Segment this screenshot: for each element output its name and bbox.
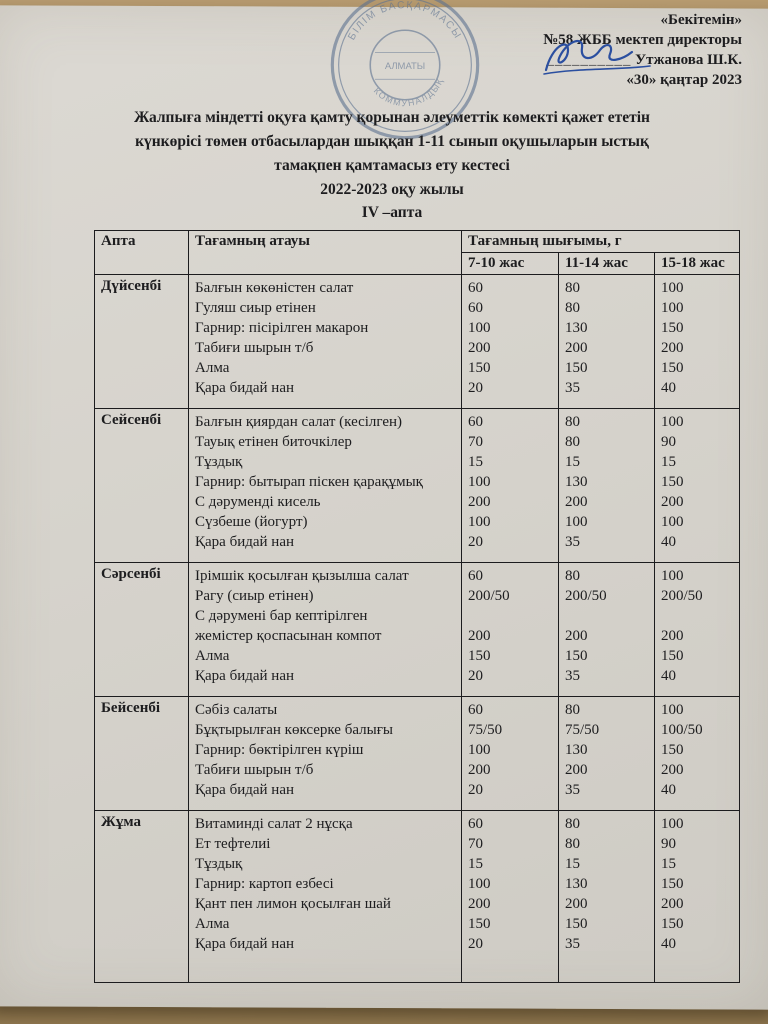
portion-value: 75/50 [565, 722, 600, 738]
portion-value [468, 606, 552, 626]
dish-name: С дәрумені бар кептірілген [195, 608, 368, 624]
portion-value: 150 [565, 360, 588, 376]
portion-value: 200/50 [468, 588, 510, 604]
day-name: Бейсенбі [95, 697, 189, 811]
portion-value: 60 [468, 568, 483, 584]
portion-value: 100 [468, 742, 491, 758]
portion-value: 35 [565, 936, 580, 952]
dish-name: Гарнир: бытырап піскен қарақұмық [195, 474, 423, 490]
dish-name: Балғын көкөністен салат [195, 280, 354, 296]
portion-value: 20 [468, 534, 483, 550]
portion-value: 60 [468, 816, 483, 832]
header-output: Тағамның шығымы, г [462, 231, 740, 253]
day-name: Жұма [95, 811, 189, 983]
portion-value: 200 [661, 762, 684, 778]
header-age-11-14: 11-14 жас [559, 253, 655, 275]
portion-value: 150 [661, 648, 684, 664]
portion-values [462, 563, 559, 697]
portion-value: 200 [468, 896, 491, 912]
table-header [95, 231, 740, 275]
dish-name: Тұздық [195, 856, 243, 872]
portion-value: 200 [468, 628, 491, 644]
portion-value: 60 [468, 702, 483, 718]
dish-name: Сәбіз салаты [195, 702, 278, 718]
table-row [95, 563, 740, 697]
portion-value: 40 [661, 534, 676, 550]
portion-value: 100 [565, 514, 588, 530]
meal-schedule-table [94, 230, 740, 983]
dish-name: Табиғи шырын т/б [195, 340, 314, 356]
portion-value: 100 [468, 474, 491, 490]
portion-value: 60 [468, 280, 483, 296]
portion-value: 200/50 [565, 588, 607, 604]
portion-value: 100 [661, 568, 684, 584]
dish-name: Алма [195, 360, 230, 376]
portion-value: 90 [661, 434, 676, 450]
portion-value: 150 [661, 916, 684, 932]
portion-values [655, 697, 740, 811]
portion-value: 80 [565, 816, 580, 832]
portion-value: 200 [468, 340, 491, 356]
portion-values [462, 409, 559, 563]
portion-value: 20 [468, 782, 483, 798]
portion-values [462, 275, 559, 409]
portion-value: 100 [661, 414, 684, 430]
portion-value: 100 [661, 816, 684, 832]
portion-value: 15 [468, 856, 483, 872]
portion-value: 75/50 [468, 722, 503, 738]
portion-value: 35 [565, 668, 580, 684]
portion-value: 200 [468, 762, 491, 778]
portion-value: 130 [565, 742, 588, 758]
portion-value: 35 [565, 782, 580, 798]
portion-value: 80 [565, 434, 580, 450]
portion-value: 100 [468, 320, 491, 336]
header-age-7-10: 7-10 жас [462, 253, 559, 275]
portion-value: 150 [661, 474, 684, 490]
portion-value: 150 [565, 648, 588, 664]
dish-name: жемістер қоспасынан компот [195, 628, 382, 644]
table-row [95, 697, 740, 811]
dish-list [189, 275, 462, 409]
approval-label: «Бекітемін» [660, 12, 742, 28]
dish-name: Қара бидай нан [195, 936, 295, 952]
dish-name: Гарнир: пісірілген макарон [195, 320, 369, 336]
portion-value: 80 [565, 836, 580, 852]
portion-values [559, 697, 655, 811]
title-line-1: Жалпыға міндетті оқуға қамту қорынан әлеуметтік көмекті қажет ететін [134, 109, 650, 126]
portion-value: 200 [661, 340, 684, 356]
dish-name: Гуляш сиыр етінен [195, 300, 316, 316]
dish-name: Витаминді салат 2 нұсқа [195, 816, 353, 832]
portion-value: 150 [468, 360, 491, 376]
portion-value: 60 [468, 300, 483, 316]
signature-blank: __________ [546, 52, 632, 68]
portion-values [559, 563, 655, 697]
portion-value: 150 [661, 876, 684, 892]
portion-value: 100 [661, 280, 684, 296]
dish-name: Рагу (сиыр етінен) [195, 588, 314, 604]
dish-name: Қант пен лимон қосылған шай [195, 896, 391, 912]
portion-value: 200 [565, 762, 588, 778]
table-row [95, 409, 740, 563]
day-name: Сейсенбі [95, 409, 189, 563]
title-line-3: тамақпен қамтамасыз ету кестесі [274, 157, 510, 174]
portion-value: 40 [661, 380, 676, 396]
dish-name: Қара бидай нан [195, 668, 295, 684]
title-line-2: күнкөрісі төмен отбасылардан шыққан 1-11 сынып оқушыларын ыстық [135, 133, 649, 150]
portion-value: 35 [565, 534, 580, 550]
portion-value: 130 [565, 320, 588, 336]
dish-name: Қара бидай нан [195, 380, 295, 396]
dish-name: Алма [195, 916, 230, 932]
handwritten-signature-icon [538, 34, 658, 80]
portion-value [565, 606, 648, 626]
day-name: Дүйсенбі [95, 275, 189, 409]
portion-value: 80 [565, 300, 580, 316]
portion-value: 100 [468, 514, 491, 530]
dish-name: Балғын қиярдан салат (кесілген) [195, 414, 403, 430]
portion-value: 200 [661, 628, 684, 644]
portion-value: 200 [468, 494, 491, 510]
dish-name: Сүзбеше (йогурт) [195, 514, 308, 530]
portion-value: 150 [468, 648, 491, 664]
dish-name: Тұздық [195, 454, 243, 470]
portion-value: 100 [468, 876, 491, 892]
dish-name: Гарнир: картоп езбесі [195, 876, 334, 892]
portion-value: 15 [565, 454, 580, 470]
stamp-arc-top-text: БІЛІМ БАСҚАРМАСЫ [346, 0, 464, 43]
header-dish: Тағамның атауы [189, 231, 462, 275]
dish-name: Қара бидай нан [195, 534, 295, 550]
portion-value: 200/50 [661, 588, 703, 604]
dish-name: Табиғи шырын т/б [195, 762, 314, 778]
dish-list [189, 409, 462, 563]
director-name: Утжанова Ш.К. [631, 52, 742, 68]
portion-value: 150 [468, 916, 491, 932]
dish-name: Алма [195, 648, 230, 664]
dish-name: Қара бидай нан [195, 782, 295, 798]
portion-values [655, 275, 740, 409]
table-row [95, 811, 740, 983]
title-line-4: 2022-2023 оқу жылы [320, 181, 464, 198]
date-line: «30» қаңтар 2023 [626, 72, 742, 88]
portion-value: 200 [565, 494, 588, 510]
portion-value: 200 [565, 628, 588, 644]
week-label: IV –апта [361, 204, 423, 221]
portion-value: 70 [468, 836, 483, 852]
portion-value: 35 [565, 380, 580, 396]
dish-name: Ірімшік қосылған қызылша салат [195, 568, 409, 584]
portion-values [559, 409, 655, 563]
header-day: Апта [95, 231, 189, 275]
table-row [95, 275, 740, 409]
menu-table-body [95, 275, 740, 983]
portion-value: 100 [661, 300, 684, 316]
portion-value [661, 606, 733, 626]
stamp-center-text: АЛМАТЫ [384, 60, 426, 72]
portion-value: 130 [565, 876, 588, 892]
day-name: Сәрсенбі [95, 563, 189, 697]
portion-value: 200 [661, 896, 684, 912]
portion-value: 15 [468, 454, 483, 470]
portion-value: 200 [661, 494, 684, 510]
portion-value: 60 [468, 414, 483, 430]
dish-name: С дәруменді кисель [195, 494, 321, 510]
portion-value: 15 [661, 856, 676, 872]
portion-values [462, 811, 559, 983]
portion-values [655, 409, 740, 563]
dish-list [189, 811, 462, 983]
portion-values [655, 563, 740, 697]
portion-value: 20 [468, 668, 483, 684]
portion-value: 80 [565, 702, 580, 718]
dish-list [189, 697, 462, 811]
dish-name: Тауық етінен биточкілер [195, 434, 352, 450]
portion-value: 80 [565, 414, 580, 430]
portion-values [655, 811, 740, 983]
portion-value: 130 [565, 474, 588, 490]
director-line: №58 ЖББ мектеп директоры [543, 32, 742, 48]
dish-list [189, 563, 462, 697]
portion-value: 15 [565, 856, 580, 872]
portion-value: 150 [661, 742, 684, 758]
dish-name: Бұқтырылған көксерке балығы [195, 722, 393, 738]
portion-value: 20 [468, 936, 483, 952]
document-title [62, 106, 722, 202]
portion-value: 200 [565, 340, 588, 356]
portion-value: 100/50 [661, 722, 703, 738]
portion-values [462, 697, 559, 811]
portion-value: 150 [661, 320, 684, 336]
portion-value: 90 [661, 836, 676, 852]
portion-value: 100 [661, 514, 684, 530]
portion-value: 40 [661, 936, 676, 952]
portion-value: 100 [661, 702, 684, 718]
portion-values [559, 275, 655, 409]
stamp-arc-bottom-text: КОММУНАЛДЫҚ [371, 76, 446, 109]
dish-name: Ет тефтелиі [195, 836, 271, 852]
portion-value: 70 [468, 434, 483, 450]
portion-value: 150 [661, 360, 684, 376]
portion-value: 80 [565, 280, 580, 296]
portion-value: 40 [661, 782, 676, 798]
portion-value: 200 [565, 896, 588, 912]
document-content [8, 0, 768, 1008]
dish-name: Гарнир: бөктірілген күріш [195, 742, 364, 758]
svg-text:КОММУНАЛДЫҚ [372, 76, 446, 108]
portion-value: 15 [661, 454, 676, 470]
portion-value: 40 [661, 668, 676, 684]
header-age-15-18: 15-18 жас [655, 253, 740, 275]
portion-value: 20 [468, 380, 483, 396]
portion-values [559, 811, 655, 983]
portion-value: 150 [565, 916, 588, 932]
portion-value: 80 [565, 568, 580, 584]
